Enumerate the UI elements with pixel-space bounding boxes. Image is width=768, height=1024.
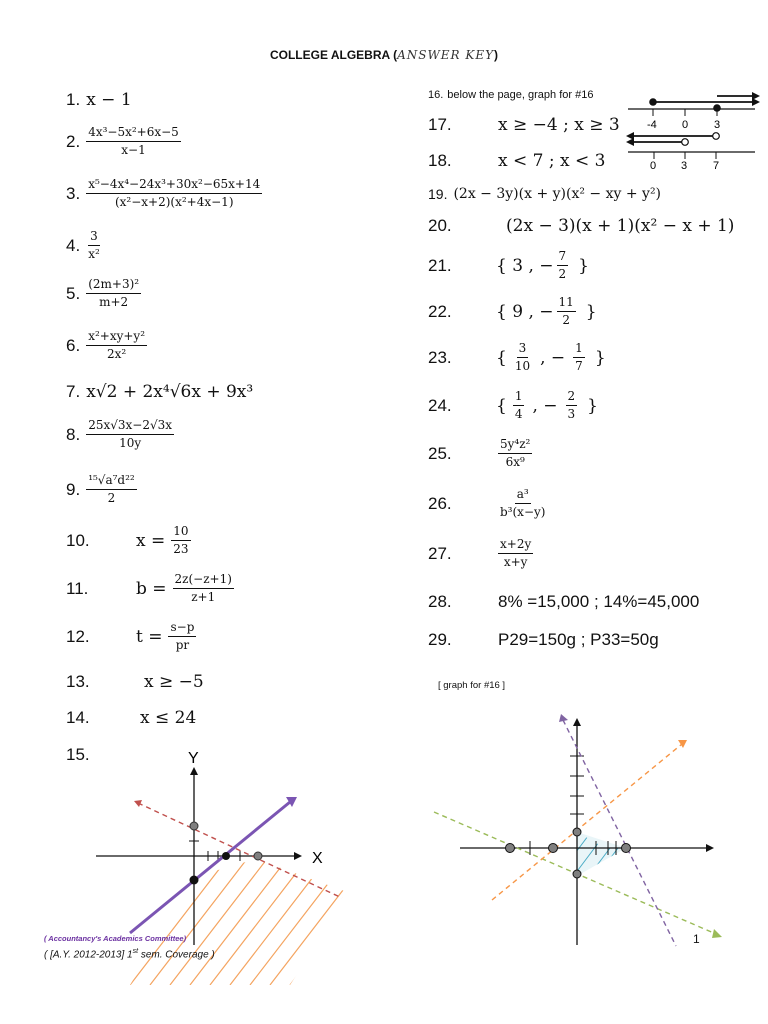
answer-24: 24. { $\frac{1}{4}$ , − $\frac{2}{3}$ } [428,389,598,421]
answer-29: 29. P29=150g ; P33=50g [428,630,659,649]
fraction: $\frac{x+2y}{x+y}$ [500,537,532,569]
fraction: $\frac{3}{10}$ [514,341,531,373]
page-title: COLLEGE ALGEBRA (ANSWER KEY) [269,48,499,62]
fraction: $\frac{\text{4x³−5x²+6x−5}}{x-1}$ [88,125,179,157]
answer-8: 8. $\frac{25x√3x-2√3x}{10y}$ [66,418,173,450]
fraction: $\frac{2}{3}$ [567,389,576,421]
graph-16 [430,710,730,950]
fraction: $\frac{\text{x⁵−4x⁴−24x³+30x²−65x+14}}{\text{(x²−x+2)(x²+4x−1)}}$ [88,177,261,209]
x-axis-label: X [312,850,323,867]
answer-23: 23. { $\frac{3}{10}$ , − $\frac{1}{7}$ } [428,341,606,373]
y-axis-label: Y [188,750,199,767]
answer-16: 16. below the page, graph for #16 [428,89,594,101]
answer-10: 10. x = $\frac{10}{23}$ [66,524,189,556]
tick-label: 0 [682,119,689,131]
fraction: $\frac{1}{7}$ [575,341,583,373]
fraction: $\frac{7}{2}$ [558,249,567,281]
number-line-18 [620,128,760,170]
tick-label: 0 [650,160,657,172]
fraction: $\frac{1}{4}$ [514,389,523,421]
answer-21: 21. { 3 , − $\frac{7}{2}$ } [428,249,589,281]
fraction: $\frac{3}{\text{x²}}$ [88,229,100,261]
tick-label: 3 [714,119,721,131]
fraction: $\frac{s-p}{pr}$ [170,620,195,652]
coverage-label: ( [A.Y. 2012-2013] 1st sem. Coverage ) [44,948,215,961]
answer-3: 3. $\frac{\text{x⁵−4x⁴−24x³+30x²−65x+14}}{\text{(x²−x+2)(x²+4x−1)}}$ [66,177,261,209]
dashed-line-orange [492,744,682,900]
answer-13: 13. x ≥ −5 [66,672,204,692]
solid-boundary-line [130,802,290,933]
graph-16-caption: [ graph for #16 ] [438,680,506,691]
answer-19: 19. (2x − 3y)(x + y)(x² − xy + y²) [428,186,662,202]
fraction: $\frac{\text{(2m+3)²}}{m+2}$ [88,277,140,309]
fraction: $\frac{11}{2}$ [558,295,574,327]
fraction: $\frac{\text{¹⁵√a⁷d²²}}{2}$ [88,473,135,505]
answer-7: 7. x√2 + 2x⁴√6x + 9x³ [66,382,254,402]
answer-28: 28. 8% =15,000 ; 14%=45,000 [428,592,700,611]
answer-6: 6. $\frac{\text{x²+xy+y²}}{\text{2x²}}$ [66,329,146,361]
answer-1: 1. x − 1 [66,90,132,110]
number-line-17 [620,92,760,132]
fraction: $\frac{\text{a³}}{\text{b³(x−y)}}$ [500,487,546,519]
answer-2: 2. $\frac{\text{4x³−5x²+6x−5}}{x-1}$ [66,125,179,157]
fraction: $\frac{25x√3x-2√3x}{10y}$ [88,418,173,450]
answer-12: 12. t = $\frac{s-p}{pr}$ [66,620,195,652]
tick-label: 3 [681,160,688,172]
answer-27: 27. $\frac{x+2y}{x+y}$ [428,537,532,569]
tick-label: -4 [647,119,657,131]
answer-9: 9. $\frac{\text{¹⁵√a⁷d²²}}{2}$ [66,473,135,505]
answer-26: 26. $\frac{\text{a³}}{\text{b³(x−y)}}$ [428,487,546,519]
answer-5: 5. $\frac{\text{(2m+3)²}}{m+2}$ [66,277,140,309]
page-number: 1 [693,932,700,946]
answer-15: 15. [66,745,90,764]
answer-17: 17. x ≥ −4 ; x ≥ 3 [428,115,620,135]
answer-18: 18. x < 7 ; x < 3 [428,151,606,171]
answer-key-label: ANSWER KEY [397,48,495,62]
fraction: $\frac{2z(-z+1)}{z+1}$ [174,572,232,604]
fraction: $\frac{\text{x²+xy+y²}}{\text{2x²}}$ [88,329,146,361]
answer-14: 14. x ≤ 24 [66,708,197,728]
answer-22: 22. { 9 , − $\frac{11}{2}$ } [428,295,597,327]
answer-20: 20. (2x − 3)(x + 1)(x² − x + 1) [428,216,735,236]
answer-25: 25. $\frac{\text{5y⁴z²}}{\text{6x⁹}}$ [428,437,531,469]
tick-label: 7 [713,160,720,172]
fraction: $\frac{10}{23}$ [173,524,189,556]
answer-4: 4. $\frac{3}{\text{x²}}$ [66,229,100,261]
fraction: $\frac{\text{5y⁴z²}}{\text{6x⁹}}$ [500,437,531,469]
committee-label: ( Accountancy's Academics Committee) [44,934,187,943]
answer-11: 11. b = $\frac{2z(-z+1)}{z+1}$ [66,572,232,604]
shaded-region [130,855,390,985]
